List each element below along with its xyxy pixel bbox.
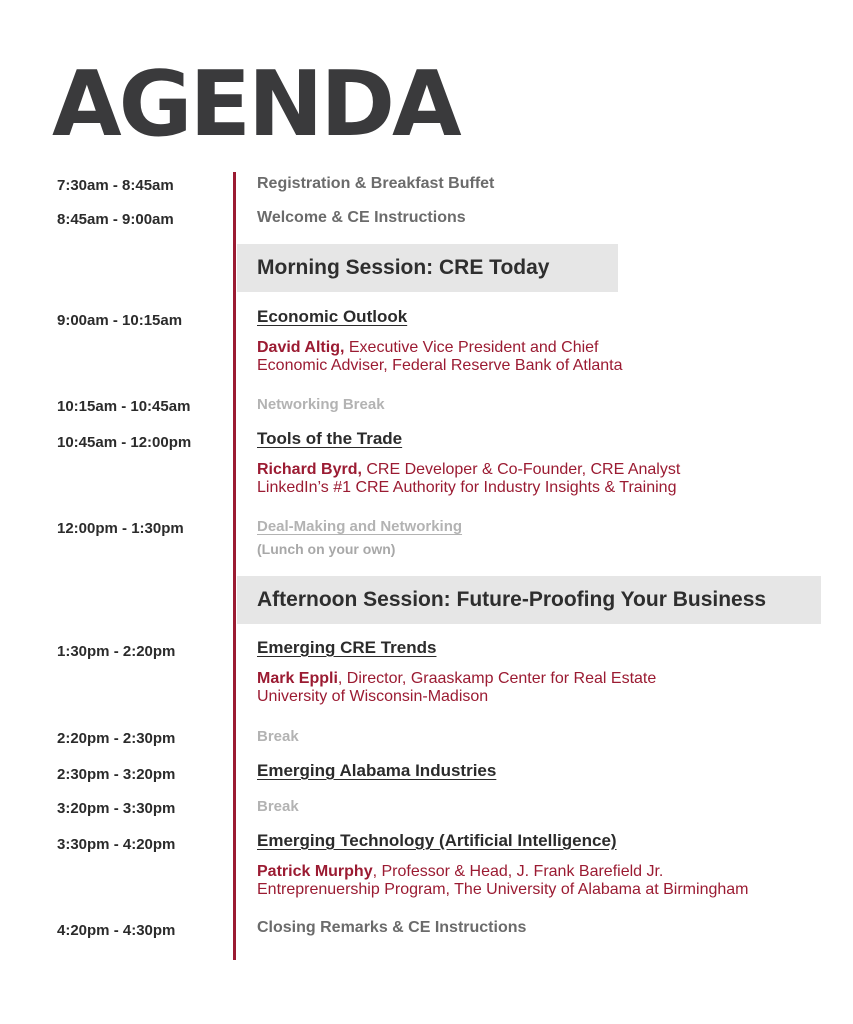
speaker-info	[257, 863, 748, 899]
agenda-item: Registration & Breakfast Buffet	[257, 175, 495, 192]
speaker-name: Patrick Murphy	[257, 863, 373, 880]
speaker-title: , Director, Graaskamp Center for Real Estate	[337, 670, 657, 687]
time-slot: 10:15am - 10:45am	[57, 398, 191, 415]
time-slot: 4:20pm - 4:30pm	[57, 922, 176, 939]
speaker-info	[257, 339, 623, 375]
time-slot: 3:30pm - 4:20pm	[57, 836, 176, 853]
page-title: AGENDA	[52, 52, 459, 157]
speaker-title: , Professor & Head, J. Frank Barefield Jr.	[372, 863, 664, 880]
session-header-afternoon: Afternoon Session: Future-Proofing Your Business	[237, 576, 821, 624]
agenda-item: Closing Remarks & CE Instructions	[257, 919, 527, 936]
time-slot: 2:30pm - 3:20pm	[57, 766, 176, 783]
agenda-item: Break	[257, 728, 299, 745]
speaker-title: University of Wisconsin-Madison	[257, 688, 489, 705]
time-slot: 9:00am - 10:15am	[57, 312, 183, 329]
time-slot: 3:20pm - 3:30pm	[57, 800, 176, 817]
speaker-info	[257, 461, 680, 497]
speaker-title: LinkedIn’s #1 CRE Authority for Industry Insights & Training	[257, 479, 677, 496]
agenda-item: Welcome & CE Instructions	[257, 209, 466, 226]
talk-title[interactable]: Emerging CRE Trends	[257, 638, 437, 657]
time-slot: 10:45am - 12:00pm	[57, 434, 192, 451]
speaker-info	[257, 670, 656, 706]
agenda-note: (Lunch on your own)	[257, 541, 396, 557]
speaker-name: Richard Byrd,	[257, 461, 362, 478]
speaker-title: Entreprenuership Program, The University of Alabama at Birmingham	[257, 881, 749, 898]
speaker-title: CRE Developer & Co-Founder, CRE Analyst	[361, 461, 681, 478]
time-slot: 8:45am - 9:00am	[57, 211, 174, 228]
agenda-item: Networking Break	[257, 396, 385, 413]
talk-title[interactable]: Deal-Making and Networking	[257, 518, 463, 535]
talk-title[interactable]: Emerging Technology (Artificial Intelligence)	[257, 831, 617, 850]
timeline-divider	[233, 172, 236, 960]
speaker-name: David Altig,	[257, 339, 345, 356]
talk-title[interactable]: Economic Outlook	[257, 307, 408, 326]
speaker-name: Mark Eppli	[257, 670, 338, 687]
time-slot: 1:30pm - 2:20pm	[57, 643, 176, 660]
time-slot: 2:20pm - 2:30pm	[57, 730, 176, 747]
time-slot: 7:30am - 8:45am	[57, 177, 174, 194]
speaker-title: Economic Adviser, Federal Reserve Bank of Atlanta	[257, 357, 623, 374]
talk-title[interactable]: Tools of the Trade	[257, 429, 403, 448]
agenda-item: Break	[257, 798, 299, 815]
time-slot: 12:00pm - 1:30pm	[57, 520, 184, 537]
talk-title[interactable]: Emerging Alabama Industries	[257, 761, 497, 780]
speaker-title: Executive Vice President and Chief	[344, 339, 599, 356]
session-header-morning: Morning Session: CRE Today	[237, 244, 618, 292]
